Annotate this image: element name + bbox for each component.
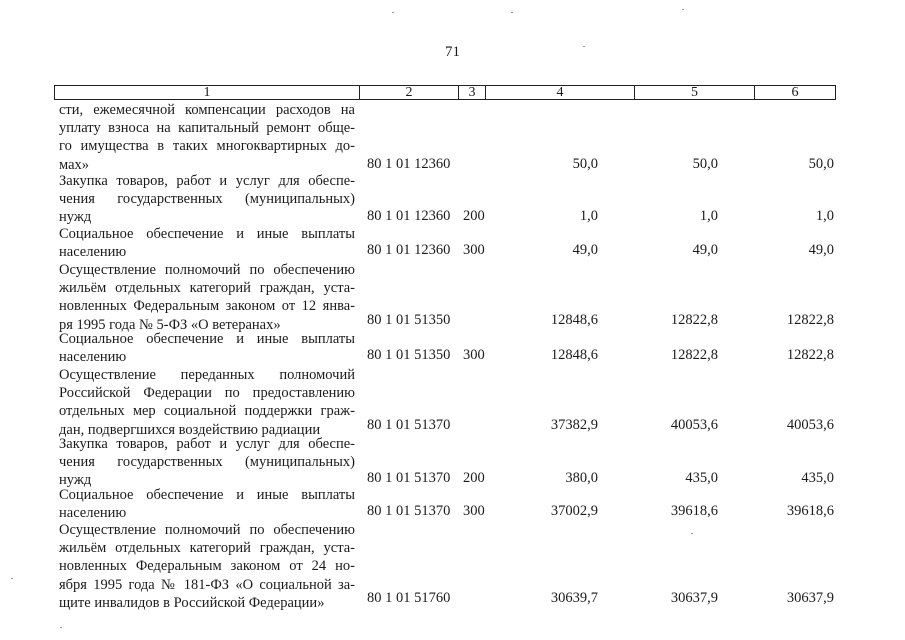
row-value-col5: 435,0 bbox=[685, 470, 718, 486]
row-value-col6: 50,0 bbox=[808, 156, 834, 172]
row-value-col4: 37382,9 bbox=[550, 417, 598, 433]
description-line: жильём отдельных категорий граждан, уста- bbox=[59, 280, 355, 297]
row-value-col4: 12848,6 bbox=[550, 347, 598, 363]
scan-speck bbox=[583, 46, 585, 47]
header-col-2: 2 bbox=[359, 86, 458, 99]
header-col-5: 5 bbox=[634, 86, 754, 99]
row-code: 80 1 01 51370 bbox=[367, 470, 451, 486]
scan-speck bbox=[682, 9, 684, 10]
description-line: дан, подвергшихся воздействию радиации bbox=[59, 421, 321, 438]
description-line: жильём отдельных категорий граждан, уста- bbox=[59, 540, 355, 557]
description-line: населению bbox=[59, 505, 127, 522]
row-type: 200 bbox=[463, 470, 485, 486]
description-line: мах» bbox=[59, 156, 90, 173]
row-type: 200 bbox=[463, 208, 485, 224]
row-value-col5: 40053,6 bbox=[670, 417, 718, 433]
row-value-col4: 380,0 bbox=[565, 470, 598, 486]
row-value-col5: 39618,6 bbox=[670, 503, 718, 519]
row-code: 80 1 01 51350 bbox=[367, 347, 451, 363]
header-col-4: 4 bbox=[485, 86, 634, 99]
row-value-col5: 49,0 bbox=[692, 242, 718, 258]
row-code: 80 1 01 51370 bbox=[367, 503, 451, 519]
description-line: Закупка товаров, работ и услуг для обеспе- bbox=[59, 173, 355, 189]
description-line: чения государственных (муниципальных) bbox=[59, 191, 355, 208]
row-value-col6: 1,0 bbox=[815, 208, 834, 224]
row-type: 300 bbox=[463, 242, 485, 258]
row-code: 80 1 01 51370 bbox=[367, 417, 451, 433]
row-value-col6: 435,0 bbox=[801, 470, 834, 486]
row-code: 80 1 01 12360 bbox=[367, 156, 451, 172]
row-value-col4: 30639,7 bbox=[550, 590, 598, 606]
description-line: сти, ежемесячной компенсации расходов на bbox=[59, 102, 355, 118]
scan-speck bbox=[511, 12, 513, 13]
table-row-description bbox=[59, 486, 355, 522]
row-value-col6: 12822,8 bbox=[786, 312, 834, 328]
row-value-col4: 1,0 bbox=[579, 208, 598, 224]
description-line: населению bbox=[59, 244, 127, 261]
description-line: нужд bbox=[59, 209, 92, 226]
description-line: ября 1995 года № 181-ФЗ «О социальной за- bbox=[59, 576, 355, 593]
row-value-col5: 12822,8 bbox=[670, 312, 718, 328]
page-number: 71 bbox=[445, 44, 460, 60]
scan-speck bbox=[691, 533, 693, 534]
description-line: Осуществление полномочий по обеспечению bbox=[59, 522, 355, 538]
row-code: 80 1 01 51350 bbox=[367, 312, 451, 328]
header-col-1: 1 bbox=[203, 85, 211, 100]
row-value-col6: 40053,6 bbox=[786, 417, 834, 433]
row-type: 300 bbox=[463, 503, 485, 519]
description-line: го имущества в таких многоквартирных до- bbox=[59, 138, 355, 155]
table-header bbox=[54, 85, 836, 100]
table-row-description bbox=[59, 172, 355, 227]
description-line: чения государственных (муниципальных) bbox=[59, 454, 355, 471]
row-value-col6: 12822,8 bbox=[786, 347, 834, 363]
description-line: новленных Федеральным законом от 12 янва- bbox=[59, 298, 355, 315]
row-value-col5: 30637,9 bbox=[670, 590, 718, 606]
row-value-col5: 12822,8 bbox=[670, 347, 718, 363]
scan-speck bbox=[60, 627, 62, 628]
description-line: нужд bbox=[59, 472, 92, 489]
table-row-description bbox=[59, 435, 355, 490]
description-line: уплату взноса на капитальный ремонт обще- bbox=[59, 120, 355, 137]
row-value-col6: 39618,6 bbox=[786, 503, 834, 519]
description-line: щите инвалидов в Российской Федерации» bbox=[59, 594, 325, 611]
description-line: населению bbox=[59, 349, 127, 366]
header-col-3: 3 bbox=[458, 86, 485, 99]
description-line: новленных Федеральным законом от 24 но- bbox=[59, 558, 355, 575]
table-row-description bbox=[59, 225, 355, 261]
description-line: Социальное обеспечение и иные выплаты bbox=[59, 331, 355, 347]
row-value-col6: 49,0 bbox=[808, 242, 834, 258]
description-line: Осуществление полномочий по обеспечению bbox=[59, 262, 355, 278]
description-line: Российской Федерации по предоставлению bbox=[59, 385, 355, 402]
scan-speck bbox=[392, 12, 394, 13]
row-value-col6: 30637,9 bbox=[786, 590, 834, 606]
row-type: 300 bbox=[463, 347, 485, 363]
row-code: 80 1 01 12360 bbox=[367, 242, 451, 258]
row-value-col5: 50,0 bbox=[692, 156, 718, 172]
description-line: ря 1995 года № 5-ФЗ «О ветеранах» bbox=[59, 316, 281, 333]
table-row-description bbox=[59, 101, 355, 174]
scan-speck bbox=[11, 578, 13, 579]
row-value-col4: 37002,9 bbox=[550, 503, 598, 519]
table-row-description bbox=[59, 261, 355, 334]
table-row-description bbox=[59, 366, 355, 439]
row-value-col4: 12848,6 bbox=[550, 312, 598, 328]
row-value-col4: 50,0 bbox=[572, 156, 598, 172]
description-line: Закупка товаров, работ и услуг для обеспе- bbox=[59, 436, 355, 452]
row-value-col4: 49,0 bbox=[572, 242, 598, 258]
description-line: Социальное обеспечение и иные выплаты bbox=[59, 487, 355, 503]
table-row-description bbox=[59, 521, 355, 612]
header-col-6: 6 bbox=[754, 86, 835, 99]
row-code: 80 1 01 51760 bbox=[367, 590, 451, 606]
table-row-description bbox=[59, 330, 355, 366]
row-code: 80 1 01 12360 bbox=[367, 208, 451, 224]
row-value-col5: 1,0 bbox=[699, 208, 718, 224]
description-line: отдельных мер социальной поддержки граж- bbox=[59, 403, 355, 420]
description-line: Социальное обеспечение и иные выплаты bbox=[59, 226, 355, 242]
description-line: Осуществление переданных полномочий bbox=[59, 367, 355, 383]
